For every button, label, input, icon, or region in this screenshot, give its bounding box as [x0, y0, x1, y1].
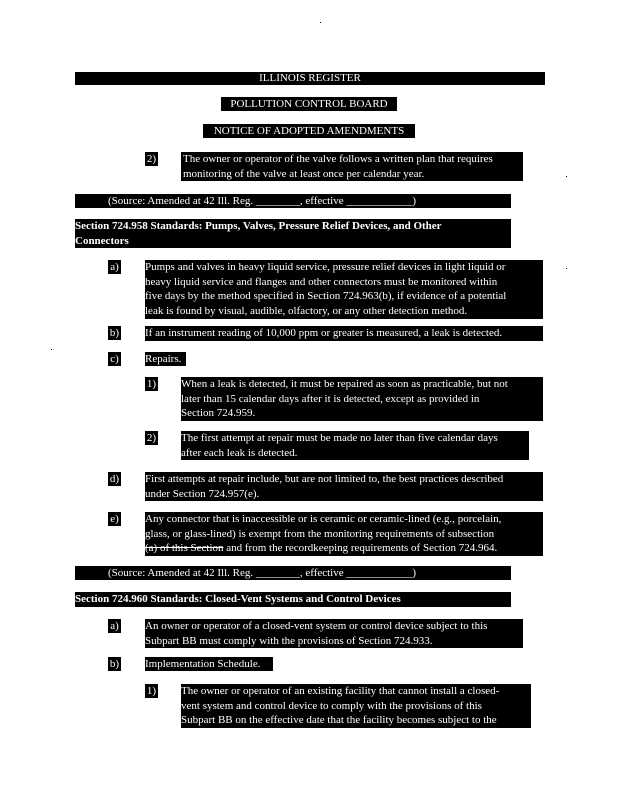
section-heading-line: Section 724.958 Standards: Pumps, Valves, Pressure Relief Devices, and Other	[75, 220, 442, 232]
source-note-1	[75, 194, 511, 208]
board-title	[221, 97, 397, 111]
section-heading-line: Section 724.960 Standards: Closed-Vent Systems and Control Devices	[75, 593, 401, 605]
item-d-text	[145, 472, 543, 501]
marker-text: 1)	[146, 378, 157, 390]
marker-text: 2)	[146, 153, 157, 165]
item-c1-marker	[145, 377, 158, 391]
item-b-marker	[108, 326, 121, 340]
item-e-marker	[108, 512, 121, 526]
marker-text: d)	[109, 473, 120, 485]
scan-speck	[320, 22, 321, 23]
paragraph-line: five days by the method specified in Section 724.963(b), if evidence of a potential	[145, 290, 507, 302]
paragraph-line: Subpart BB must comply with the provisions of Section 724.933.	[145, 634, 433, 647]
paragraph-line: The first attempt at repair must be made no later than five calendar days	[181, 432, 498, 444]
item-c1-text	[181, 377, 543, 421]
paragraph-line: An owner or operator of a closed-vent system or control device subject to this	[145, 620, 488, 632]
paragraph-line: The owner or operator of the valve follows a written plan that requires	[183, 153, 493, 165]
paragraph-line: Section 724.959.	[181, 407, 256, 419]
paragraph-line: Any connector that is inaccessible or is ceramic or ceramic-lined (e.g., porcelain,	[145, 513, 502, 525]
added-text: and from the recordkeeping requirements of Section 724.964.	[223, 542, 498, 554]
notice-title	[203, 124, 415, 138]
paragraph-line: heavy liquid service and flanges and other connectors must be monitored within	[145, 275, 498, 288]
item-d-marker	[108, 472, 121, 486]
item-c-marker	[108, 352, 121, 366]
marker-text: e)	[110, 513, 119, 525]
paragraph-line: vent system and control device to comply with the provisions of this	[181, 699, 482, 712]
paragraph-line: under Section 724.957(e).	[145, 487, 260, 500]
item-960b1-text	[181, 684, 531, 728]
item-960b1-marker	[145, 684, 158, 698]
notice-title-text: NOTICE OF ADOPTED AMENDMENTS	[213, 125, 405, 137]
item-b-text	[145, 326, 543, 341]
section-960-heading	[75, 592, 511, 607]
marker-text: c)	[110, 353, 119, 365]
paragraph-line: First attempts at repair include, but are not limited to, the best practices described	[145, 473, 504, 485]
paragraph-line	[145, 541, 543, 556]
source-note-text: (Source: Amended at 42 Ill. Reg. ________, effective ____________)	[108, 567, 417, 579]
paragraph-line: Subpart BB on the effective date that the facility becomes subject to the	[181, 714, 497, 726]
struck-text: (a) of this Section	[145, 542, 224, 554]
paragraph-line: glass, or glass-lined) is exempt from the monitoring requirements of subsection	[145, 527, 495, 540]
item-a-marker	[108, 260, 121, 274]
source-note-text: (Source: Amended at 42 Ill. Reg. ________, effective ____________)	[108, 195, 417, 207]
item-c2-text	[181, 431, 529, 460]
scan-speck	[566, 268, 567, 269]
subsection-label: Implementation Schedule.	[145, 658, 261, 670]
section-heading-line: Connectors	[75, 234, 129, 247]
marker-text: b)	[109, 658, 120, 670]
paragraph-line: Pumps and valves in heavy liquid service, pressure relief devices in light liquid or	[145, 261, 506, 273]
item-2-top-marker	[145, 152, 158, 166]
paragraph-line: monitoring of the valve at least once per calendar year.	[183, 167, 425, 180]
paragraph-line: later than 15 calendar days after it is detected, except as provided in	[181, 392, 480, 405]
item-960a-text	[145, 619, 523, 648]
scan-speck	[566, 176, 567, 177]
marker-text: 2)	[146, 432, 157, 444]
paragraph-line: When a leak is detected, it must be repaired as soon as practicable, but not	[181, 378, 508, 390]
item-960a-marker	[108, 619, 121, 633]
marker-text: a)	[110, 261, 119, 273]
marker-text: a)	[110, 620, 119, 632]
scan-speck	[51, 349, 52, 350]
item-e-text	[145, 512, 543, 556]
item-960b-marker	[108, 657, 121, 671]
item-c2-marker	[145, 431, 158, 445]
paragraph-line: leak is found by visual, audible, olfactory, or any other detection method.	[145, 304, 468, 317]
marker-text: 1)	[146, 685, 157, 697]
register-title	[75, 72, 545, 85]
register-title-text: ILLINOIS REGISTER	[259, 72, 361, 84]
source-note-2	[75, 566, 511, 580]
paragraph-line: The owner or operator of an existing facility that cannot install a closed-	[181, 685, 500, 697]
item-960b-label	[145, 657, 273, 671]
paragraph-line: If an instrument reading of 10,000 ppm or greater is measured, a leak is detected.	[145, 327, 503, 339]
paragraph-line: after each leak is detected.	[181, 446, 298, 459]
board-title-text: POLLUTION CONTROL BOARD	[230, 98, 388, 110]
item-a-text	[145, 260, 543, 319]
item-c-label	[145, 352, 186, 366]
section-958-heading	[75, 219, 511, 248]
subsection-label: Repairs.	[145, 353, 182, 365]
marker-text: b)	[109, 327, 120, 339]
item-2-top-text	[181, 152, 523, 181]
